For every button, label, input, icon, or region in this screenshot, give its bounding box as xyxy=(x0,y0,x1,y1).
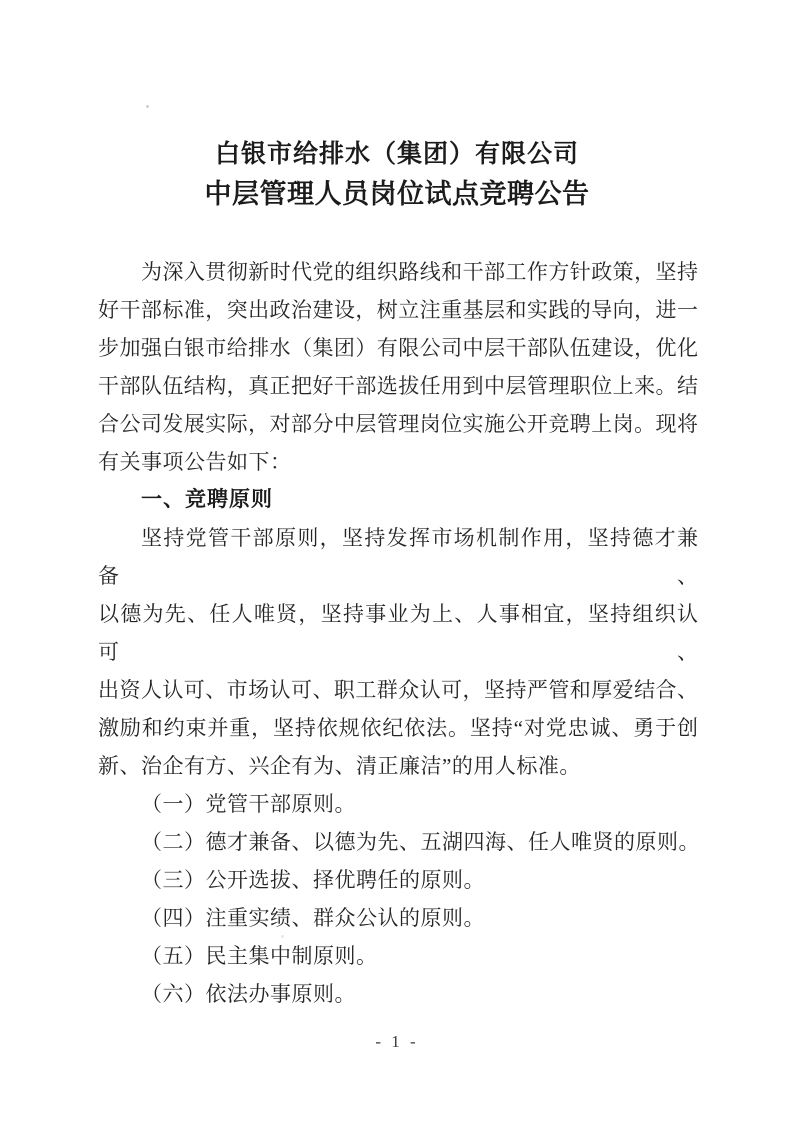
list-item-principle: （二）德才兼备、以德为先、五湖四海、任人唯贤的原则。 xyxy=(141,830,700,854)
page-number: - 1 - xyxy=(375,1032,419,1051)
title-line-company: 白银市给排水（集团）有限公司 xyxy=(214,141,579,168)
document-body xyxy=(98,253,698,1013)
paragraph-line: 为深入贯彻新时代党的组织路线和干部工作方针政策，坚持 xyxy=(141,260,698,284)
paragraph-line: 坚持党管干部原则，坚持发挥市场机制作用，坚持德才兼备、 xyxy=(98,526,698,588)
list-item-principle: （五）民主集中制原则。 xyxy=(141,944,378,968)
paragraph-line: 步加强白银市给排水（集团）有限公司中层干部队伍建设，优化 xyxy=(98,336,698,360)
list-item-principle: （一）党管干部原则。 xyxy=(141,792,356,816)
list-item-principle: （四）注重实绩、群众公认的原则。 xyxy=(141,906,485,930)
list-item-principle: （三）公开选拔、择优聘任的原则。 xyxy=(141,868,485,892)
paragraph-line: 以德为先、任人唯贤，坚持事业为上、人事相宜，坚持组织认可、 xyxy=(98,602,698,664)
paragraph-line: 合公司发展实际，对部分中层管理岗位实施公开竞聘上岗。现将 xyxy=(98,412,698,436)
scan-speck xyxy=(146,105,149,108)
section-heading: 一、竞聘原则 xyxy=(141,488,273,511)
paragraph-line: 干部队伍结构，真正把好干部选拔任用到中层管理职位上来。结 xyxy=(98,374,698,398)
document-title xyxy=(0,136,794,214)
list-item-principle: （六）依法办事原则。 xyxy=(141,982,356,1006)
paragraph-line: 好干部标准，突出政治建设，树立注重基层和实践的导向，进一 xyxy=(98,298,698,322)
title-line-announcement: 中层管理人员岗位试点竞聘公告 xyxy=(204,179,590,209)
paragraph-line: 新、治企有方、兴企有为、清正廉洁”的用人标准。 xyxy=(98,754,581,778)
paragraph-line: 激励和约束并重，坚持依规依纪依法。坚持“对党忠诚、勇于创 xyxy=(98,716,698,740)
paragraph-line: 有关事项公告如下： xyxy=(98,450,292,474)
paragraph-line: 出资人认可、市场认可、职工群众认可，坚持严管和厚爱结合、 xyxy=(98,678,698,702)
